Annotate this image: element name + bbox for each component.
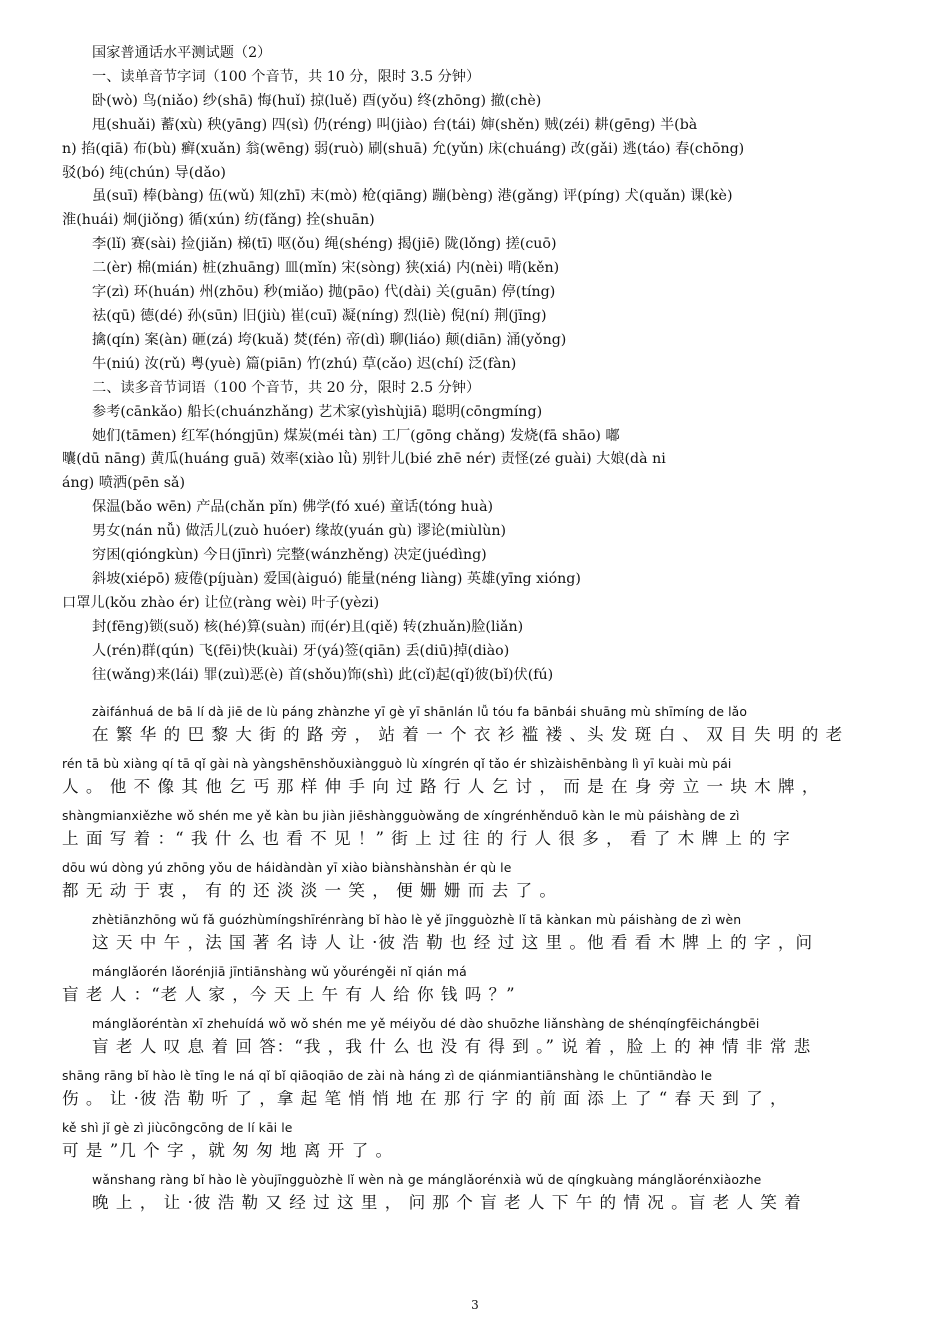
section-1-heading: 一、读单音节字词（100 个音节，共 10 分，限时 3.5 分钟） — [92, 68, 481, 85]
syllable-line: 牛(niú) 汝(rǔ) 粤(yuè) 篇(piān) 竹(zhú) 草(cǎo) 迟(chí) 泛(fàn) — [92, 355, 517, 372]
syllable-line: 淮(huái) 炯(jiǒng) 循(xún) 纺(fǎng) 拴(shuān) — [62, 212, 375, 229]
story-line: 可 是 ”几 个 字 ，就 匆 匆 地 离 开 了 。 — [62, 1141, 394, 1161]
page-number: 3 — [471, 1298, 479, 1312]
word-line: 囔(dū nāng) 黄瓜(huáng guā) 效率(xiào lǜ) 别针儿(bié zhē nér) 责怪(zé guài) 大娘(dà ni — [62, 451, 666, 468]
story-line: 伤 。 让 ·彼 浩 勒 听 了 ，拿 起 笔 悄 悄 地 在 那 行 字 的 前 面 添 上 了 “ 春 天 到 了 ， — [62, 1089, 788, 1109]
syllable-line: 二(èr) 棉(mián) 桩(zhuāng) 皿(mǐn) 宋(sòng) 狭(xiá) 内(nèi) 啃(kěn) — [92, 260, 560, 277]
word-line: 斜坡(xiépō) 疲倦(píjuàn) 爱国(àiguó) 能量(néng liàng) 英雄(yīng xióng) — [92, 570, 581, 587]
pinyin-line: zàifánhuá de bā lí dà jiē de lù páng zhànzhe yī gè yī shānlán lǚ tóu fa bānbái shuāng mù shīmíng de lǎo — [92, 704, 748, 720]
pinyin-line: zhètiānzhōng wǔ fǎ guózhùmíngshīrénràng bǐ hào lè yě jīngguòzhè lǐ tā kànkan mù páishàng de zì wèn — [92, 912, 742, 928]
pinyin-line: mánglǎorén lǎorénjiā jīntiānshàng wǔ yǒuréngěi nǐ qián má — [92, 964, 467, 980]
story-line: 人 。 他 不 像 其 他 乞 丐 那 样 伸 手 向 过 路 行 人 乞 讨 ， 而 是 在 身 旁 立 一 块 木 牌 ， — [62, 777, 820, 797]
word-line: 保温(bǎo wēn) 产品(chǎn pǐn) 佛学(fó xué) 童话(tóng huà) — [92, 499, 494, 516]
word-line: 参考(cānkǎo) 船长(chuánzhǎng) 艺术家(yìshùjiā) 聪明(cōngmíng) — [92, 403, 543, 420]
word-line: 男女(nán nǚ) 做活儿(zuò huóer) 缘故(yuán gù) 谬论(miùlùn) — [92, 523, 507, 540]
section-1-body — [62, 90, 900, 377]
word-line: 人(rén)群(qún) 飞(fēi)快(kuài) 牙(yá)签(qiān) 丢(diū)掉(diào) — [92, 642, 510, 659]
story-line: 晚 上 ， 让 ·彼 浩 勒 又 经 过 这 里 ， 问 那 个 盲 老 人 下 午 的 情 况 。盲 老 人 笑 着 — [92, 1193, 802, 1213]
pinyin-line: mánglǎoréntàn xī zhehuídá wǒ wǒ shén me yě méiyǒu dé dào shuōzhe liǎnshàng de shénqíngfēichángbēi — [92, 1016, 760, 1032]
syllable-line: 驳(bó) 纯(chún) 导(dǎo) — [62, 164, 226, 181]
pinyin-line: shàngmianxiězhe wǒ shén me yě kàn bu jiàn jiēshàngguòwǎng de xíngrénhěnduō kàn le mù páishàng de zì — [62, 808, 740, 824]
section-2-body — [62, 401, 900, 688]
page-title: 国家普通话水平测试题（2） — [92, 45, 272, 61]
story-line: 盲 老 人 叹 息 着 回 答：“我 ，我 什 么 也 没 有 得 到 。” 说 着 ，脸 上 的 神 情 非 常 悲 — [92, 1037, 812, 1057]
word-line: 口罩儿(kǒu zhào ér) 让位(ràng wèi) 叶子(yèzi) — [62, 594, 380, 611]
syllable-line: 擒(qín) 案(àn) 砸(zá) 垮(kuǎ) 焚(fén) 帝(dì) 聊(liáo) 颠(diān) 涌(yǒng) — [92, 331, 567, 348]
pinyin-line: kě shì jǐ gè zì jiùcōngcōng de lí kāi le — [62, 1120, 293, 1136]
word-line: 往(wǎng)来(lái) 罪(zuì)恶(è) 首(shǒu)饰(shì) 此(cǐ)起(qǐ)彼(bǐ)伏(fú) — [92, 666, 554, 683]
syllable-line: 李(lǐ) 赛(sài) 捡(jiǎn) 梯(tī) 呕(ǒu) 绳(shéng) 揭(jiē) 陇(lǒng) 搓(cuō) — [92, 236, 557, 253]
syllable-line: 甩(shuǎi) 蓄(xù) 秧(yāng) 四(sì) 仍(réng) 叫(jiào) 台(tái) 婶(shěn) 贼(zéi) 耕(gēng) 半(bà — [92, 116, 698, 133]
story-line: 上 面 写 着 ：“ 我 什 么 也 看 不 见 ！” 街 上 过 往 的 行 人 很 多 ， 看 了 木 牌 上 的 字 — [62, 829, 791, 849]
word-line: 穷困(qióngkùn) 今日(jīnrì) 完整(wánzhěng) 决定(juédìng) — [92, 547, 487, 564]
pinyin-line: wǎnshang ràng bǐ hào lè yòujīngguòzhè lǐ wèn nà ge mánglǎorénxià wǔ de qíngkuàng mánglǎorénxiàozhe — [92, 1172, 762, 1188]
story-line: 在 繁 华 的 巴 黎 大 街 的 路 旁 ， 站 着 一 个 衣 衫 褴 褛 、头 发 斑 白 、 双 目 失 明 的 老 — [92, 725, 844, 745]
pinyin-line: dōu wú dòng yú zhōng yǒu de háidàndàn yī xiào biànshànshàn ér qù le — [62, 860, 512, 876]
pinyin-line: rén tā bù xiàng qí tā qǐ gài nà yàngshēnshǒuxiàngguò lù xíngrén qǐ tǎo ér shìzàishēnbàng lì yī kuài mù pái — [62, 756, 732, 772]
story-line: 这 天 中 午 ，法 国 著 名 诗 人 让 ·彼 浩 勒 也 经 过 这 里 。他 看 看 木 牌 上 的 字 ，问 — [92, 933, 814, 953]
story-passage — [62, 703, 900, 1223]
section-2-heading: 二、读多音节词语（100 个音节，共 20 分，限时 2.5 分钟） — [92, 379, 481, 396]
syllable-line: 卧(wò) 鸟(niǎo) 纱(shā) 悔(huǐ) 掠(luě) 酉(yǒu) 终(zhōng) 撤(chè) — [92, 92, 542, 109]
pinyin-line: shāng rāng bǐ hào lè tīng le ná qǐ bǐ qiāoqiāo de zài nà háng zì de qiánmiantiānshàng le chūntiāndào le — [62, 1068, 713, 1084]
syllable-line: 祛(qū) 德(dé) 孙(sūn) 旧(jiù) 崔(cuī) 凝(níng) 烈(liè) 倪(ní) 荆(jīng) — [92, 307, 547, 324]
word-line: áng) 喷洒(pēn sǎ) — [62, 475, 186, 492]
document-page — [62, 42, 900, 1223]
story-line: 盲 老 人 ：“老 人 家 ，今 天 上 午 有 人 给 你 钱 吗 ？” — [62, 985, 516, 1005]
syllable-line: 字(zì) 环(huán) 州(zhōu) 秒(miǎo) 抛(pāo) 代(dài) 关(guān) 停(tíng) — [92, 284, 556, 301]
word-line: 她们(tāmen) 红军(hóngjūn) 煤炭(méi tàn) 工厂(gōng chǎng) 发烧(fā shāo) 嘟 — [92, 427, 620, 444]
story-line: 都 无 动 于 衷 ， 有 的 还 淡 淡 一 笑 ， 便 姗 姗 而 去 了 。 — [62, 881, 557, 901]
syllable-line: n) 掐(qiā) 布(bù) 癣(xuǎn) 翁(wēng) 弱(ruò) 刷(shuā) 允(yǔn) 床(chuáng) 改(gǎi) 逃(táo) 春(chōng) — [62, 140, 745, 157]
syllable-line: 虽(suī) 棒(bàng) 伍(wǔ) 知(zhī) 末(mò) 枪(qiāng) 蹦(bèng) 港(gǎng) 评(píng) 犬(quǎn) 课(kè) — [92, 188, 733, 205]
word-line: 封(fēng)锁(suǒ) 核(hé)算(suàn) 而(ér)且(qiě) 转(zhuǎn)脸(liǎn) — [92, 618, 524, 635]
